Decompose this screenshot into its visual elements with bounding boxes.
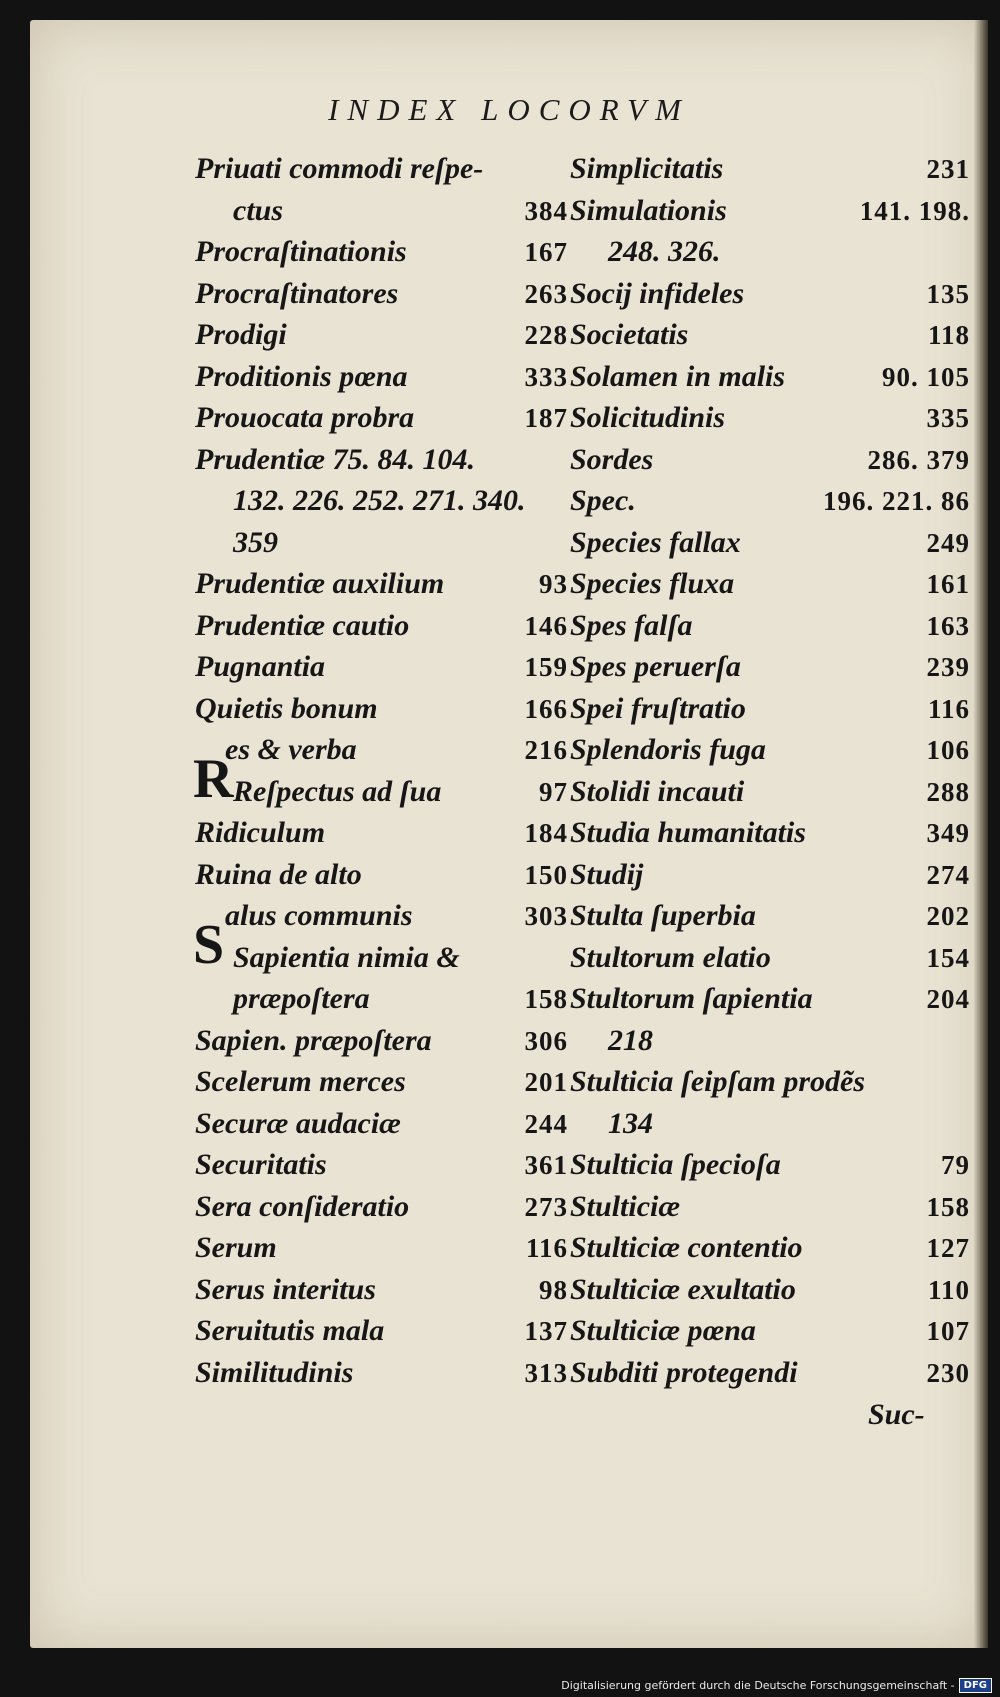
index-entry [570,729,970,771]
index-entry [570,978,970,1020]
index-entry [195,854,568,896]
index-term: præpoſtera [233,982,370,1015]
index-term: Prouocata probra [195,401,415,434]
index-entry [570,563,970,605]
index-entry [570,1020,970,1062]
index-term: Spec. [570,484,636,517]
index-term: Scelerum merces [195,1065,406,1098]
index-entry [570,397,970,439]
index-term: Securæ audaciæ [195,1106,401,1140]
page-reference: 158 [524,984,568,1014]
index-entry [195,895,568,937]
page-reference: 93 [539,569,568,599]
page-reference: 361 [524,1150,568,1180]
catchword: Suc- [868,1398,925,1431]
index-term: Securitatis [195,1148,327,1181]
index-entry [570,688,970,730]
index-entry [570,314,970,356]
index-term: Stulticiæ pœna [570,1314,756,1347]
footer-text: Digitalisierung gefördert durch die Deutsche Forschungsgemeinschaft - [561,1679,955,1692]
index-entry [570,480,970,522]
index-term: Socij infideles [570,276,745,310]
index-term: Stulticiæ contentio [570,1231,803,1264]
page-header: INDEX LOCORVM [328,92,690,127]
index-term: R es & verba [225,733,357,766]
index-entry [570,1144,970,1186]
page-reference: 263 [524,278,568,309]
dfg-logo: DFG [959,1678,992,1693]
index-term: Procraſtinationis [195,235,407,268]
index-entry [195,356,568,398]
index-entry [195,273,568,315]
index-term: Stultorum ſapientia [570,982,813,1015]
index-entry [195,1310,568,1352]
page-reference: 230 [926,1357,970,1388]
index-entry [570,1310,970,1352]
index-entry [195,1020,568,1062]
index-term: Prudentiæ cautio [195,608,410,642]
page-reference: 118 [927,320,970,350]
index-term: Studia humanitatis [570,816,806,849]
page-reference: 110 [927,1274,970,1305]
index-entry [570,1227,970,1269]
index-term: Societatis [570,318,689,351]
page-reference: 202 [926,901,970,931]
index-term: Priuati commodi reſpe- [195,152,484,185]
index-term: Stultorum elatio [570,940,771,974]
index-term: Proditionis pœna [195,359,408,393]
index-column-left [195,148,568,1393]
index-term: Spes peruerſa [570,650,741,683]
index-entry [195,1352,568,1394]
index-term: Species fluxa [570,567,735,600]
page-reference: 116 [525,1233,568,1263]
index-entry [570,190,970,232]
index-term: Serum [195,1231,277,1264]
index-term: 248. 326. [608,235,721,268]
index-entry [195,190,568,232]
index-entry [195,231,568,273]
index-term: Ridiculum [195,816,326,849]
index-term: Splendoris fuga [570,733,766,766]
page-reference: 116 [927,693,970,724]
page-reference: 349 [926,818,970,848]
page-reference: 90. 105 [882,361,970,392]
index-entry [570,148,970,190]
index-term: Species fallax [570,525,741,559]
page-reference: 79 [941,1150,970,1180]
index-entry [195,605,568,647]
index-term: Procraſtinatores [195,276,399,310]
page-reference: 231 [926,154,970,184]
index-term: Sapien. præpoſtera [195,1023,432,1057]
index-term: Similitudinis [195,1355,354,1389]
index-term: Stolidi incauti [570,774,745,808]
page-reference: 166 [524,693,568,724]
index-term: Subditi protegendi [570,1355,798,1389]
index-term: Stulticiæ exultatio [570,1272,796,1306]
index-term: Sapientia nimia & [233,940,460,974]
index-term: Reſpectus ad ſua [233,774,442,808]
index-entry [195,314,568,356]
index-term: Sordes [570,442,654,476]
index-entry [195,397,568,439]
page-reference: 274 [926,859,970,890]
page-reference: 244 [524,1108,568,1139]
index-entry [570,1269,970,1311]
page-reference: 184 [524,818,568,848]
index-entry [570,356,970,398]
index-term: Sera conſideratio [195,1189,410,1223]
index-term: Prudentiæ auxilium [195,567,445,600]
index-term: Ruina de alto [195,857,362,891]
page-reference: 204 [926,984,970,1014]
page-reference: 161 [926,569,970,599]
index-term: ctus [233,193,284,227]
index-term: 132. 226. 252. 271. 340. [233,484,526,517]
index-entry [570,1103,970,1145]
index-entry [195,439,568,481]
index-term: Simulationis [570,193,727,227]
index-column-right [570,148,970,1393]
index-entry [195,812,568,854]
index-entry [570,273,970,315]
index-entry [570,937,970,979]
book-spine-shadow [974,20,988,1648]
index-entry [195,1269,568,1311]
index-term: Stulticiæ [570,1189,681,1223]
page-reference: 98 [539,1274,568,1305]
page-reference: 239 [926,652,970,682]
index-entry [195,688,568,730]
page-reference: 187 [524,403,568,433]
index-term: Spes falſa [570,608,693,642]
index-entry [195,1144,568,1186]
page-reference: 141. 198. [859,195,970,226]
index-term: 359 [233,525,278,559]
page-reference: 286. 379 [867,444,970,475]
index-term: Serus interitus [195,1272,376,1306]
index-entry [195,1061,568,1103]
page-reference: 127 [926,1233,970,1263]
index-entry [570,231,970,273]
page-reference: 306 [524,1025,568,1056]
index-entry [195,729,568,771]
index-entry [195,1186,568,1228]
index-entry [195,480,568,522]
page-reference: 196. 221. 86 [823,486,970,516]
index-term: Pugnantia [195,650,326,683]
index-entry [570,605,970,647]
index-term: Stulticia ſpecioſa [570,1148,781,1181]
index-entry [570,771,970,813]
index-term: Stulta ſuperbia [570,899,756,932]
page-reference: 150 [524,859,568,890]
page-reference: 384 [524,195,568,226]
page-reference: 167 [524,237,568,267]
index-term: 134 [608,1106,653,1140]
index-entry [570,522,970,564]
index-entry [195,563,568,605]
index-entry [195,1103,568,1145]
index-entry [570,854,970,896]
page-reference: 135 [926,278,970,309]
index-term: Prodigi [195,318,287,351]
page-reference: 228 [524,320,568,350]
page-reference: 106 [926,735,970,765]
index-entry [195,646,568,688]
index-entry [195,1227,568,1269]
page-reference: 107 [926,1316,970,1346]
index-term: S alus communis [225,899,413,932]
page-reference: 97 [539,776,568,807]
index-entry [195,522,568,564]
index-entry [570,1186,970,1228]
index-term: 218 [608,1023,653,1057]
index-entry [570,1061,970,1103]
digitization-footer [561,1678,992,1693]
index-entry [570,646,970,688]
page-reference: 273 [524,1191,568,1222]
page-reference: 146 [524,610,568,641]
page-reference: 333 [524,361,568,392]
index-term: Simplicitatis [570,152,724,185]
page-reference: 249 [926,527,970,558]
index-term: Solamen in malis [570,359,786,393]
page-reference: 313 [524,1357,568,1388]
index-entry [570,895,970,937]
page-reference: 137 [524,1316,568,1346]
index-entry [195,771,568,813]
index-term: Stulticia ſeipſam prodẽs [570,1065,865,1098]
index-entry [195,937,568,979]
index-term: Quietis bonum [195,691,378,725]
index-term: Seruitutis mala [195,1314,385,1347]
page-reference: 201 [524,1067,568,1097]
index-entry [570,439,970,481]
page-reference: 154 [926,942,970,973]
page-reference: 159 [524,652,568,682]
page-reference: 163 [926,610,970,641]
page-reference: 158 [926,1191,970,1222]
page-reference: 288 [926,776,970,807]
index-term: Solicitudinis [570,401,726,434]
page-reference: 303 [524,901,568,931]
index-entry [570,1352,970,1394]
page-reference: 335 [926,403,970,433]
book-page [30,20,988,1648]
index-term: Studij [570,857,644,891]
index-term: Prudentiæ 75. 84. 104. [195,442,476,476]
index-entry [195,978,568,1020]
index-entry [570,812,970,854]
page-reference: 216 [524,735,568,765]
index-term: Spei fruſtratio [570,691,746,725]
index-entry [195,148,568,190]
